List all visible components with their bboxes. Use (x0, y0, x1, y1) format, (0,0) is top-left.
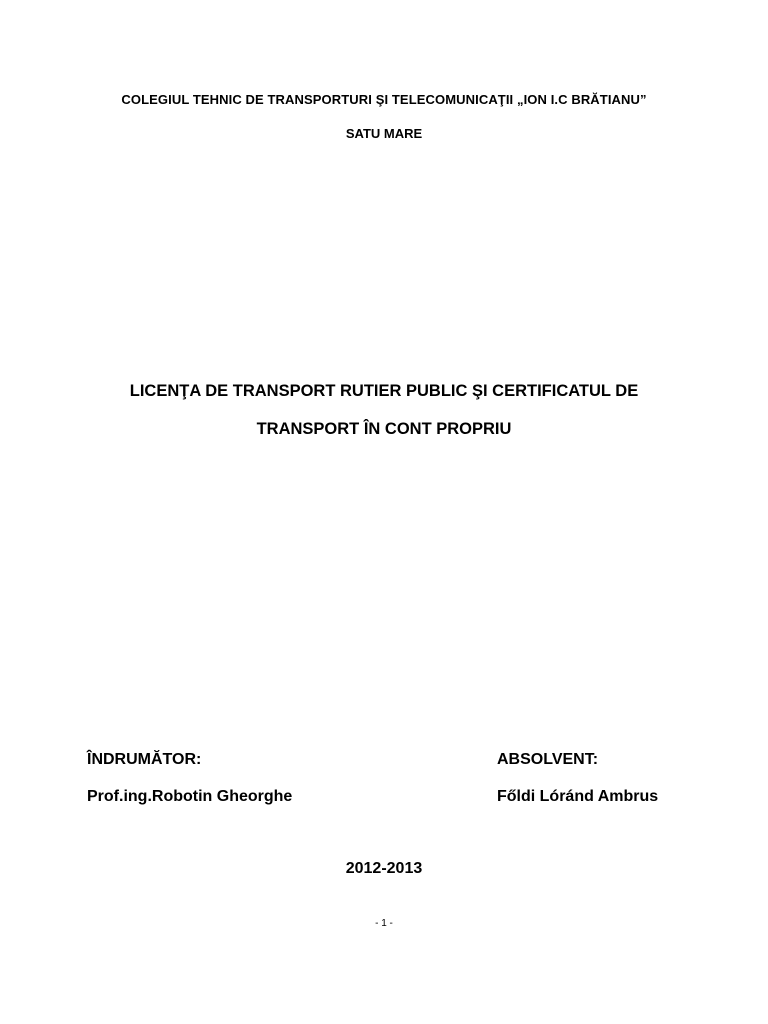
thesis-title-line-2: TRANSPORT ÎN CONT PROPRIU (256, 420, 512, 438)
school-city: SATU MARE (345, 126, 423, 141)
graduate-name: Főldi Lóránd Ambrus (497, 788, 659, 805)
advisor-name: Prof.ing.Robotin Gheorghe (87, 788, 293, 805)
thesis-title-line-1: LICENŢA DE TRANSPORT RUTIER PUBLIC ŞI CERTIFICATUL DE (129, 382, 639, 400)
advisor-label: ÎNDRUMĂTOR: (87, 751, 202, 768)
graduate-label: ABSOLVENT: (497, 751, 599, 768)
school-name: COLEGIUL TEHNIC DE TRANSPORTURI ŞI TELECOMUNICAŢII „ION I.C BRĂTIANU” (121, 92, 647, 107)
academic-year: 2012-2013 (345, 860, 423, 877)
page-number: - 1 - (375, 918, 393, 929)
